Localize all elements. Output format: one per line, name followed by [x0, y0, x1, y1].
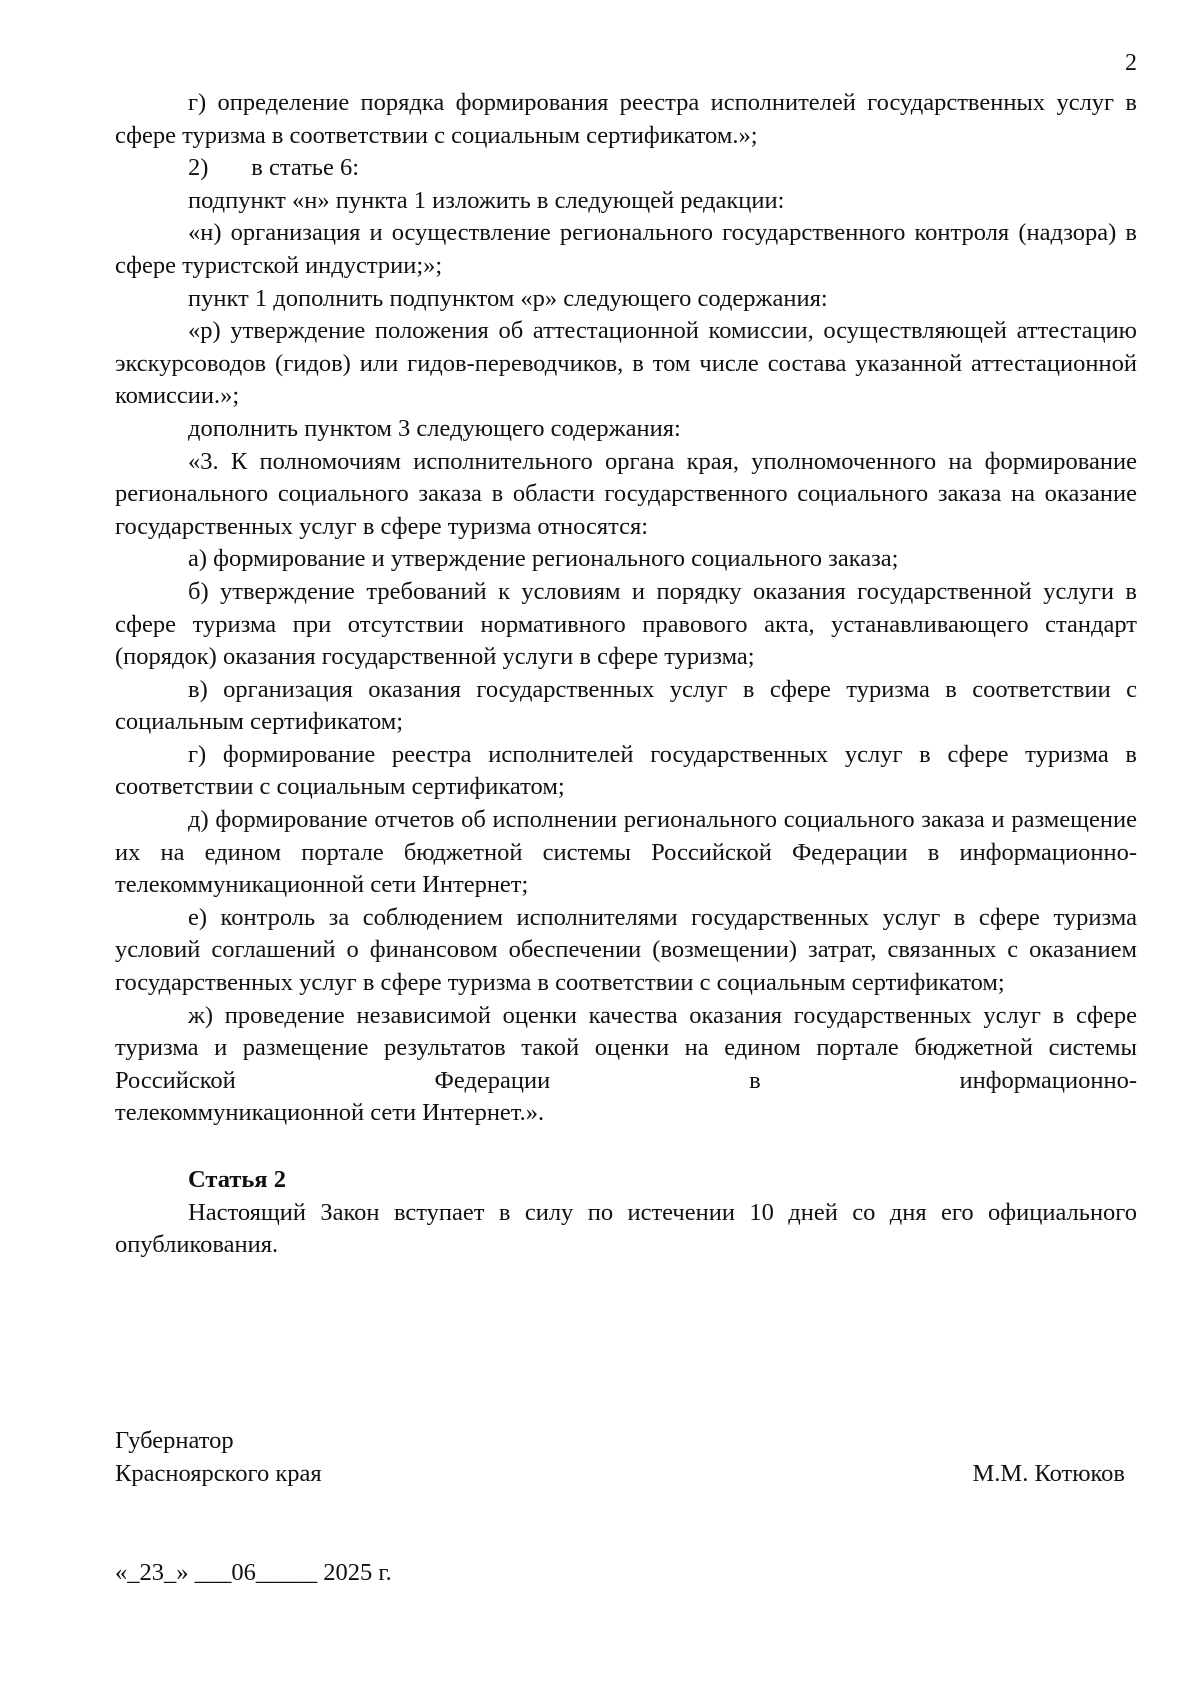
list-item: е) контроль за соблюдением исполнителями государственных услуг в сфере туризма условий соглашений о финансовом обеспечении (возмещении) затрат, связанных с оказанием государственных услуг в сфере туризма в соответствии с социальным сертификатом;: [115, 903, 1137, 997]
paragraph: пункт 1 дополнить подпунктом «р» следующего содержания:: [188, 284, 828, 312]
list-item: д) формирование отчетов об исполнении регионального социального заказа и размещение их на едином портале бюджетной системы Российской Федерации в информационно-телекоммуникационной сети Интернет;: [115, 806, 1137, 899]
paragraph: «3. К полномочиям исполнительного органа края, уполномоченного на формирование регионального социального заказа в области государственного социального заказа на оказание государственных услуг в сфере туризма относятся:: [115, 447, 1137, 540]
paragraph: «н) организация и осуществление регионального государственного контроля (надзора) в сфере туристской индустрии;»;: [115, 219, 1137, 279]
list-item: а) формирование и утверждение регионального социального заказа;: [188, 545, 899, 573]
signature-date: «_23_» ___06_____ 2025 г.: [115, 1559, 392, 1586]
paragraph: 2) в статье 6:: [188, 154, 360, 182]
list-item: б) утверждение требований к условиям и порядку оказания государственной услуги в сфере туризма при отсутствии нормативного правового акта, устанавливающего стандарт (порядок) оказания государственной услуги в сфере туризма;: [115, 577, 1137, 671]
list-item: в) организация оказания государственных услуг в сфере туризма в соответствии с социальным сертификатом;: [115, 675, 1137, 736]
signature-region: Красноярского края: [115, 1460, 322, 1487]
paragraph: «р) утверждение положения об аттестационной комиссии, осуществляющей аттестацию экскурсоводов (гидов) или гидов-переводчиков, в том числе состава указанной аттестационной комиссии.»;: [115, 317, 1137, 410]
signature-region-line: [115, 1458, 1125, 1491]
signature-title: Губернатор: [115, 1427, 234, 1454]
list-item: г) формирование реестра исполнителей государственных услуг в сфере туризма в соответствии с социальным сертификатом;: [115, 740, 1137, 801]
signature-name: М.М. Котюков: [972, 1460, 1125, 1487]
article-text: Настоящий Закон вступает в силу по истечении 10 дней со дня его официального опубликования.: [115, 1198, 1137, 1259]
paragraph: дополнить пунктом 3 следующего содержания:: [188, 414, 681, 442]
article-heading: Статья 2: [188, 1166, 286, 1193]
list-item-continuation: телекоммуникационной сети Интернет.».: [115, 1099, 545, 1127]
document-body: [115, 87, 1137, 1262]
paragraph: подпункт «н» пункта 1 изложить в следующей редакции:: [188, 186, 785, 214]
paragraph: г) определение порядка формирования реестра исполнителей государственных услуг в сфере туризма в соответствии с социальным сертификатом.»;: [115, 89, 1137, 149]
list-item: ж) проведение независимой оценки качества оказания государственных услуг в сфере туризма и размещение результатов такой оценки на едином портале бюджетной системы Российской Федерации в информационно-: [115, 1001, 1137, 1094]
page-number: 2: [1125, 50, 1137, 76]
